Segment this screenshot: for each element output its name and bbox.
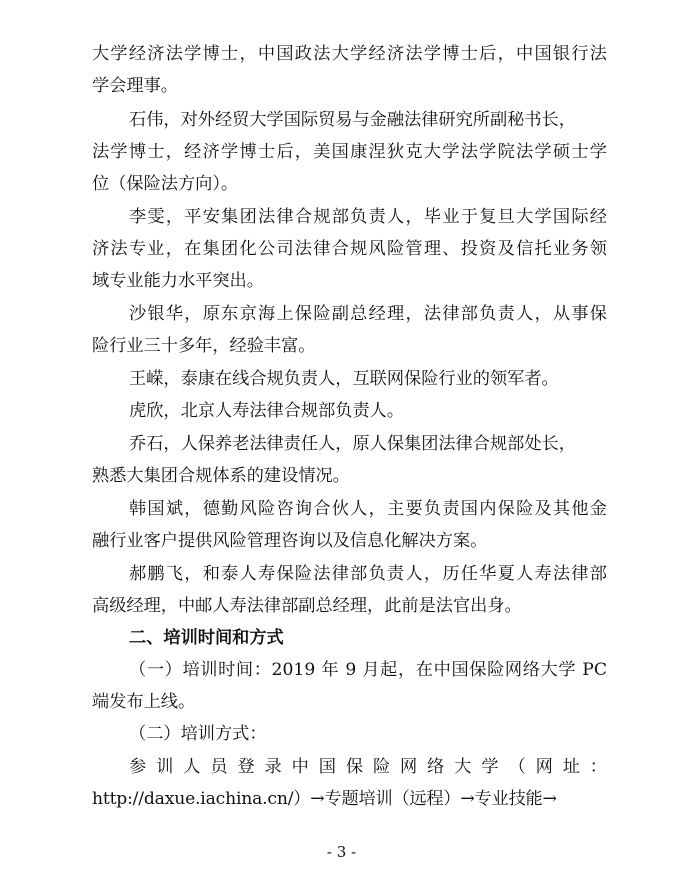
paragraph-line: （一）培训时间：2019 年 9 月起，在中国保险网络大学 PC bbox=[129, 660, 607, 680]
section-heading: 二、培训时间和方式 bbox=[129, 628, 284, 648]
paragraph-line: 位（保险法方向）。 bbox=[92, 174, 239, 194]
paragraph-line: 险行业三十多年，经验丰富。 bbox=[92, 336, 316, 356]
paragraph-line: 高级经理，中邮人寿法律部副总经理，此前是法官出身。 bbox=[92, 596, 522, 616]
paragraph-line: 参训人员登录中国保险网络大学（网址： bbox=[129, 757, 607, 777]
paragraph-line: 韩国斌，德勤风险咨询合伙人，主要负责国内保险及其他金 bbox=[129, 499, 607, 519]
paragraph-line: 王嵘，泰康在线合规负责人，互联网保险行业的领军者。 bbox=[129, 369, 559, 389]
paragraph-line: （二）培训方式： bbox=[129, 724, 267, 744]
paragraph-line: 融行业客户提供风险管理咨询以及信息化解决方案。 bbox=[92, 531, 488, 551]
paragraph-line: 沙银华，原东京海上保险副总经理，法律部负责人，从事保 bbox=[129, 304, 607, 324]
paragraph-line: 学会理事。 bbox=[92, 76, 178, 96]
paragraph-line: 虎欣，北京人寿法律合规部负责人。 bbox=[129, 401, 405, 421]
paragraph-line: 济法专业，在集团化公司法律合规风险管理、投资及信托业务领 bbox=[92, 239, 607, 259]
paragraph-line: 端发布上线。 bbox=[92, 692, 196, 712]
paragraph-line: 郝鹏飞，和泰人寿保险法律部负责人，历任华夏人寿法律部 bbox=[129, 564, 607, 584]
paragraph-line: 乔石，人保养老法律责任人，原人保集团法律合规部处长， bbox=[129, 434, 576, 454]
paragraph-line: 熟悉大集团合规体系的建设情况。 bbox=[92, 466, 350, 486]
paragraph-line: 域专业能力水平突出。 bbox=[92, 271, 264, 291]
paragraph-line: 法学博士，经济学博士后，美国康涅狄克大学法学院法学硕士学 bbox=[92, 142, 607, 162]
page-number: - 3 - bbox=[326, 843, 357, 861]
paragraph-line: 石伟，对外经贸大学国际贸易与金融法律研究所副秘书长， bbox=[129, 110, 576, 130]
paragraph-line: 李雯，平安集团法律合规部负责人，毕业于复旦大学国际经 bbox=[129, 207, 607, 227]
url-line: http://daxue.iachina.cn/）→专题培训（远程）→专业技能→ bbox=[92, 789, 557, 809]
paragraph-line: 大学经济法学博士，中国政法大学经济法学博士后，中国银行法 bbox=[92, 44, 607, 64]
